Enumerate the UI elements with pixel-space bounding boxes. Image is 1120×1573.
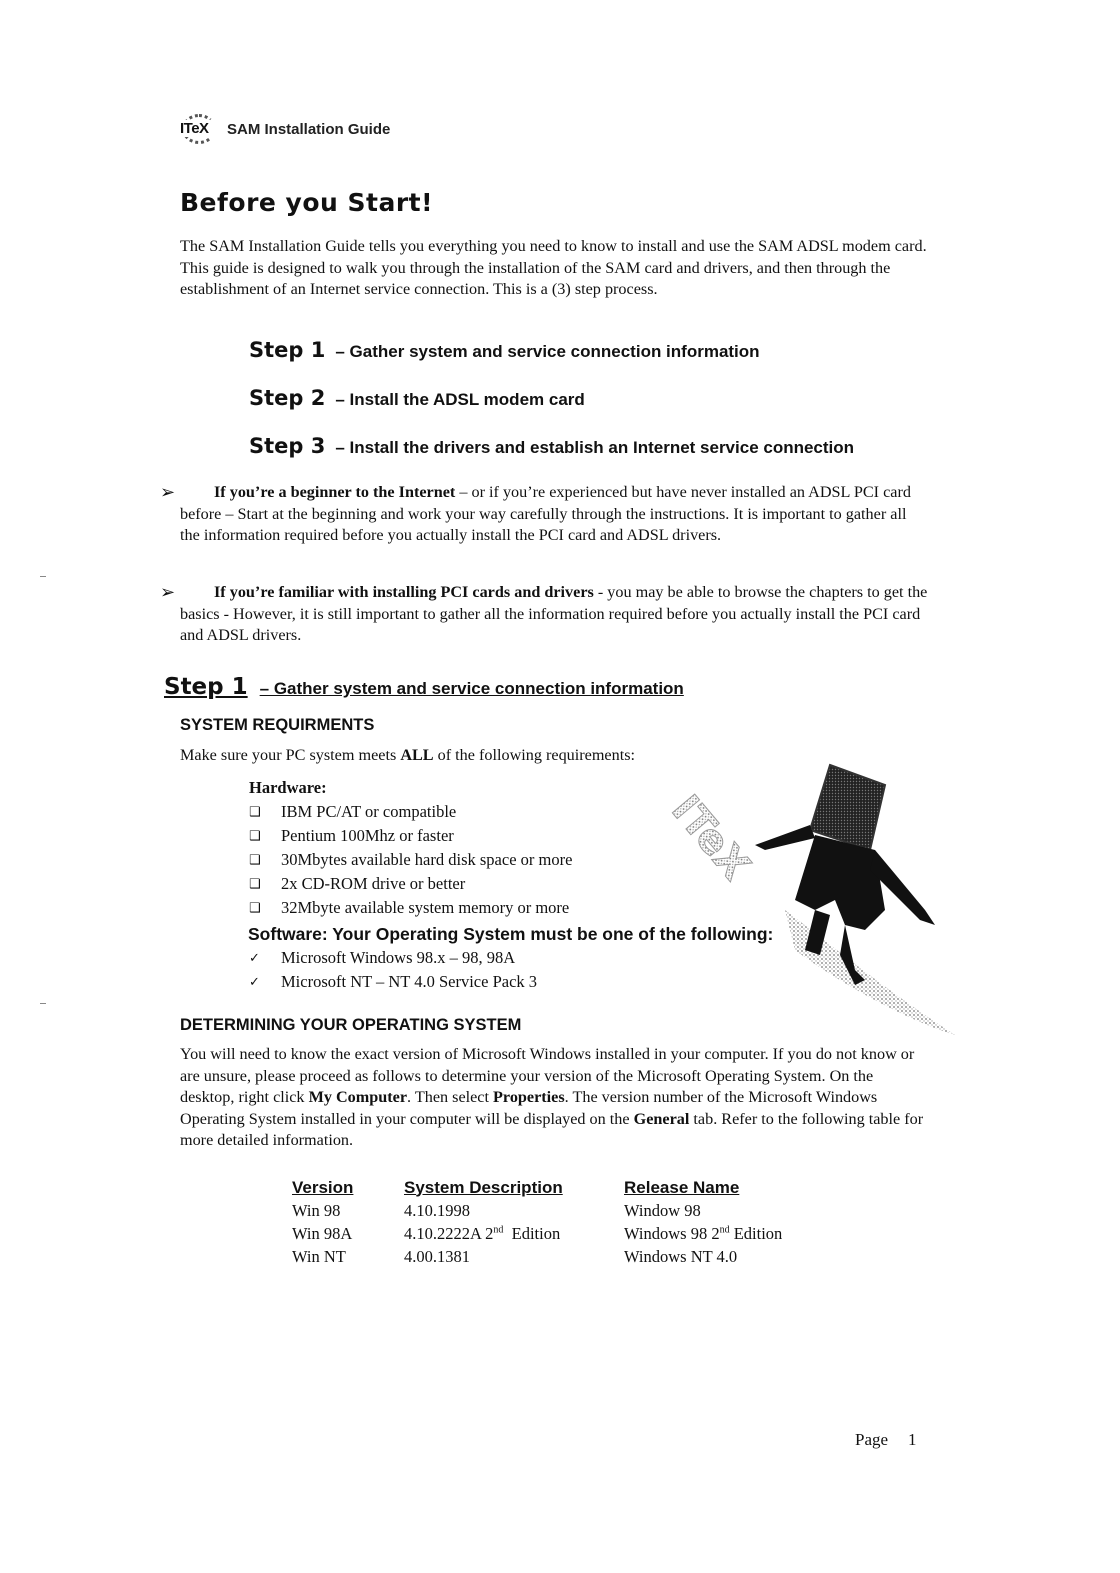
determining-os-paragraph bbox=[180, 1044, 930, 1152]
cell-release-name: Windows 98 2nd Edition bbox=[624, 1223, 783, 1243]
software-item bbox=[249, 946, 537, 970]
hardware-item-text: 32Mbyte available system memory or more bbox=[281, 898, 570, 917]
table-row bbox=[292, 1199, 824, 1222]
intro-paragraph: The SAM Installation Guide tells you everything you need to know to install and use the SAM ADSL modem card. This guide is designed to walk you through the installation of the SAM card and drivers, and then through the establishment of an Internet service connection. This is a (3) step process. bbox=[180, 237, 927, 298]
hardware-item-text: IBM PC/AT or compatible bbox=[281, 802, 457, 821]
hardware-item bbox=[249, 896, 572, 920]
hardware-item-text: Pentium 100Mhz or faster bbox=[281, 826, 454, 845]
hardware-item bbox=[249, 824, 572, 848]
cell-release-name: Window 98 bbox=[624, 1200, 701, 1220]
step-description: – Gather system and service connection information bbox=[259, 679, 684, 698]
hardware-item bbox=[249, 800, 572, 824]
bullet-bold: If you’re a beginner to the Internet bbox=[214, 483, 456, 501]
table-header-row bbox=[292, 1176, 824, 1199]
checkbox-icon: ❑ bbox=[249, 876, 261, 892]
scan-artifact bbox=[40, 1003, 46, 1004]
surfer-monitor-illustration bbox=[645, 750, 965, 1040]
checkbox-icon: ❑ bbox=[249, 828, 261, 844]
intro-text: Make sure your PC system meets bbox=[180, 746, 401, 764]
software-item-text: Microsoft NT – NT 4.0 Service Pack 3 bbox=[281, 972, 538, 991]
bullet-body: - you may be able to browse the chapters to get the basics - However, it is still important to gather all the information required before you actually install the PCI card and ADSL drivers. bbox=[180, 583, 928, 644]
cell-description: 4.10.1998 bbox=[404, 1200, 470, 1220]
page-title: Before you Start! bbox=[180, 188, 434, 217]
checkmark-icon: ✓ bbox=[249, 974, 260, 990]
step-description: – Install the ADSL modem card bbox=[335, 390, 585, 409]
step-label: Step 3 bbox=[249, 434, 326, 458]
step-3-overview bbox=[249, 434, 854, 458]
page-number-value: 1 bbox=[908, 1430, 917, 1449]
column-header: Release Name bbox=[624, 1177, 740, 1197]
column-header: Version bbox=[292, 1177, 354, 1197]
paragraph-bold: General bbox=[633, 1109, 690, 1128]
arrow-bullet-icon: ➢ bbox=[160, 482, 176, 503]
bullet-familiar bbox=[160, 582, 930, 647]
step-description: – Install the drivers and establish an Internet service connection bbox=[335, 438, 855, 457]
paragraph-text: . Then select bbox=[407, 1088, 494, 1106]
arrow-bullet-icon: ➢ bbox=[160, 582, 176, 603]
checkbox-icon: ❑ bbox=[249, 852, 261, 868]
itex-watermark: ITeX bbox=[662, 786, 759, 890]
paragraph-bold: My Computer bbox=[308, 1088, 408, 1106]
paragraph-text: You will need to know the exact version of Microsoft Windows installed in your computer. If you do not know or are unsure, please proceed as follows to determine your version of the Microsoft Operating System. On the desktop, right click bbox=[180, 1045, 915, 1106]
scan-artifact bbox=[40, 576, 46, 577]
logo-text: ITeX bbox=[180, 120, 209, 137]
software-list bbox=[249, 946, 537, 994]
paragraph-bold: Properties bbox=[493, 1088, 565, 1106]
hardware-label: Hardware: bbox=[249, 778, 327, 797]
section-step-1-heading bbox=[164, 674, 684, 700]
checkbox-icon: ❑ bbox=[249, 804, 261, 820]
step-label: Step 1 bbox=[249, 338, 326, 362]
table-row bbox=[292, 1245, 824, 1268]
intro-bold: ALL bbox=[400, 746, 434, 764]
page-number bbox=[855, 1430, 917, 1450]
step-label: Step 1 bbox=[164, 674, 248, 700]
hardware-item bbox=[249, 872, 572, 896]
paragraph-text: . The version number of the Microsoft Windows Operating System installed in your computer will be displayed on the bbox=[180, 1088, 878, 1128]
page-label: Page bbox=[855, 1430, 889, 1449]
checkmark-icon: ✓ bbox=[249, 950, 260, 966]
step-label: Step 2 bbox=[249, 386, 326, 410]
cell-description: 4.10.2222A 2nd Edition bbox=[404, 1223, 561, 1243]
column-header: System Description bbox=[404, 1177, 563, 1197]
software-label: Software: Your Operating System must be one of the following: bbox=[248, 924, 774, 944]
checkbox-icon: ❑ bbox=[249, 900, 261, 916]
hardware-item-text: 2x CD-ROM drive or better bbox=[281, 874, 466, 893]
bullet-body: – or if you’re experienced but have never installed an ADSL PCI card before – Start at the beginning and work your way carefully through the instructions. It is important to gather all the information required before you actually install the PCI card and ADSL drivers. bbox=[180, 483, 911, 544]
step-description: – Gather system and service connection information bbox=[335, 342, 760, 361]
bullet-beginner bbox=[160, 482, 930, 547]
table-row bbox=[292, 1222, 824, 1245]
cell-description: 4.00.1381 bbox=[404, 1246, 470, 1266]
step-1-overview bbox=[249, 338, 760, 362]
system-requirements-intro bbox=[180, 745, 635, 767]
cell-version: Win 98A bbox=[292, 1223, 353, 1243]
cell-version: Win 98 bbox=[292, 1200, 341, 1220]
header-title: SAM Installation Guide bbox=[227, 120, 391, 138]
paragraph-text: tab. Refer to the following table for more detailed information. bbox=[180, 1109, 924, 1149]
hardware-item-text: 30Mbytes available hard disk space or more bbox=[281, 850, 573, 869]
hardware-list bbox=[249, 800, 572, 920]
itex-logo-icon bbox=[179, 112, 221, 146]
page-header bbox=[179, 112, 390, 146]
bullet-text bbox=[180, 582, 930, 647]
step-2-overview bbox=[249, 386, 585, 410]
software-item-text: Microsoft Windows 98.x – 98, 98A bbox=[281, 948, 516, 967]
bullet-bold: If you’re familiar with installing PCI cards and drivers bbox=[214, 583, 594, 601]
cell-release-name: Windows NT 4.0 bbox=[624, 1246, 738, 1266]
software-item bbox=[249, 970, 537, 994]
determining-os-heading: DETERMINING YOUR OPERATING SYSTEM bbox=[180, 1016, 522, 1034]
cell-version: Win NT bbox=[292, 1246, 346, 1266]
system-requirements-heading: SYSTEM REQUIRMENTS bbox=[180, 716, 375, 734]
bullet-text bbox=[180, 482, 930, 547]
hardware-item bbox=[249, 848, 572, 872]
os-version-table bbox=[292, 1176, 824, 1268]
intro-text: of the following requirements: bbox=[433, 746, 636, 764]
